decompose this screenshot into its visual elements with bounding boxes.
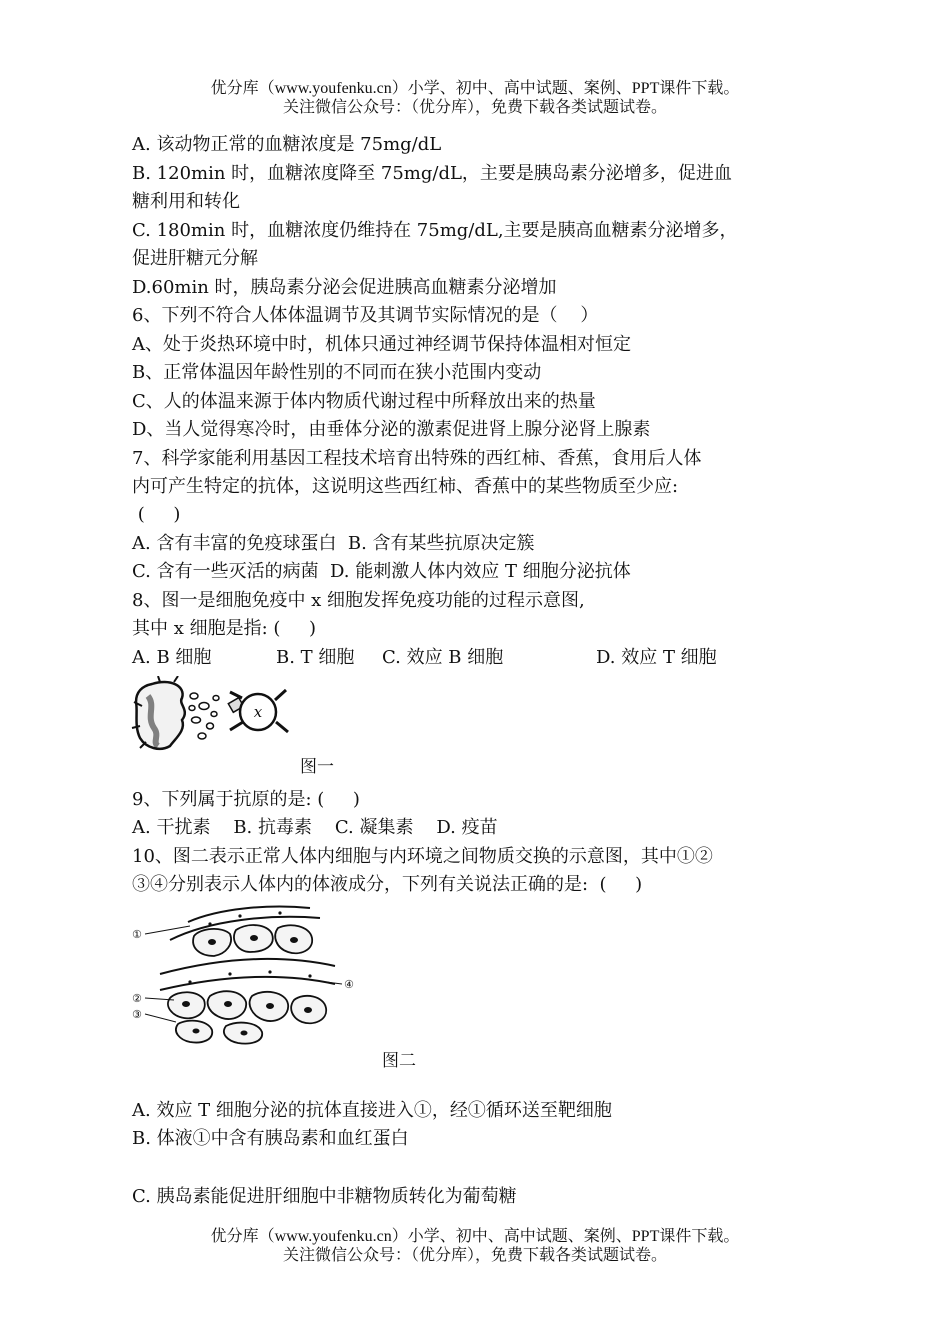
q7-stem-line3: ( ) xyxy=(132,504,181,525)
q10-stem-line2: ③④分别表示人体内的体液成分，下列有关说法正确的是: ( ) xyxy=(132,874,643,895)
header-line-2: 关注微信公众号：（优分库），免费下载各类试题试卷。 xyxy=(282,99,667,116)
fig2-label-1: ① xyxy=(132,928,142,941)
q8-option-c: C. 效应 B 细胞 xyxy=(382,647,504,668)
q5-option-b-line2: 糖利用和转化 xyxy=(132,191,240,212)
q5-option-d: D.60min 时，胰岛素分泌会促进胰高血糖素分泌增加 xyxy=(132,277,557,298)
header-line-1: 优分库（www.youfenku.cn）小学、初中、高中试题、案例、PPT课件下载。 xyxy=(210,80,740,97)
q6-option-c: C、人的体温来源于体内物质代谢过程中所释放出来的热量 xyxy=(132,391,596,412)
q7-options-cd: C. 含有一些灭活的病菌 D. 能刺激人体内效应 T 细胞分泌抗体 xyxy=(132,561,631,582)
q10-option-b: B. 体液①中含有胰岛素和血红蛋白 xyxy=(132,1128,409,1149)
cell-fragments xyxy=(189,693,219,739)
q8-option-d: D. 效应 T 细胞 xyxy=(596,647,717,668)
q5-option-b-line1: B. 120min 时，血糖浓度降至 75mg/dL，主要是胰岛素分泌增多，促进血 xyxy=(132,163,732,184)
x-cell xyxy=(228,690,288,732)
figure-two-caption: 图二 xyxy=(382,1051,416,1071)
q10-option-c: C. 胰岛素能促进肝细胞中非糖物质转化为葡萄糖 xyxy=(132,1186,517,1207)
q8-option-a: A. B 细胞 xyxy=(132,647,212,668)
footer-line-1: 优分库（www.youfenku.cn）小学、初中、高中试题、案例、PPT课件下载。 xyxy=(210,1228,740,1245)
x-cell-label: x xyxy=(253,703,263,721)
footer-line-2: 关注微信公众号：（优分库），免费下载各类试题试卷。 xyxy=(282,1247,667,1264)
q10-option-a: A. 效应 T 细胞分泌的抗体直接进入①，经①循环送至靶细胞 xyxy=(132,1100,612,1121)
q7-stem-line2: 内可产生特定的抗体，这说明这些西红柿、香蕉中的某些物质至少应: xyxy=(132,476,679,497)
q6-option-a: A、处于炎热环境中时，机体只通过神经调节保持体温相对恒定 xyxy=(132,334,631,355)
q8-option-b: B. T 细胞 xyxy=(276,647,355,668)
fig2-label-2: ② xyxy=(132,992,142,1005)
figure-one-illustration xyxy=(130,676,300,756)
q6-stem: 6、下列不符合人体体温调节及其调节实际情况的是（ ） xyxy=(132,305,599,326)
q5-option-a: A. 该动物正常的血糖浓度是 75mg/dL xyxy=(132,134,442,155)
q10-stem-line1: 10、图二表示正常人体内细胞与内环境之间物质交换的示意图，其中①② xyxy=(132,846,713,867)
q5-option-c-line2: 促进肝糖元分解 xyxy=(132,248,258,269)
q7-options-ab: A. 含有丰富的免疫球蛋白 B. 含有某些抗原决定簇 xyxy=(132,533,535,554)
fig2-label-3: ③ xyxy=(132,1008,142,1021)
figure-two-illustration xyxy=(130,900,360,1045)
q9-options: A. 干扰素 B. 抗毒素 C. 凝集素 D. 疫苗 xyxy=(132,817,498,838)
q5-option-c-line1: C. 180min 时，血糖浓度仍维持在 75mg/dL,主要是胰高血糖素分泌增多， xyxy=(132,220,738,241)
fig2-label-4: ④ xyxy=(344,978,354,991)
q6-option-d: D、当人觉得寒冷时，由垂体分泌的激素促进肾上腺分泌肾上腺素 xyxy=(132,419,651,440)
figure-one-caption: 图一 xyxy=(300,757,334,777)
q8-stem-line2: 其中 x 细胞是指: ( ) xyxy=(132,618,317,639)
q7-stem-line1: 7、科学家能利用基因工程技术培育出特殊的西红柿、香蕉，食用后人体 xyxy=(132,448,702,469)
target-cell-outline xyxy=(136,682,185,749)
q6-option-b: B、正常体温因年龄性别的不同而在狭小范围内变动 xyxy=(132,362,542,383)
q8-stem-line1: 8、图一是细胞免疫中 x 细胞发挥免疫功能的过程示意图, xyxy=(132,590,585,611)
q9-stem: 9、下列属于抗原的是: ( ) xyxy=(132,789,360,810)
